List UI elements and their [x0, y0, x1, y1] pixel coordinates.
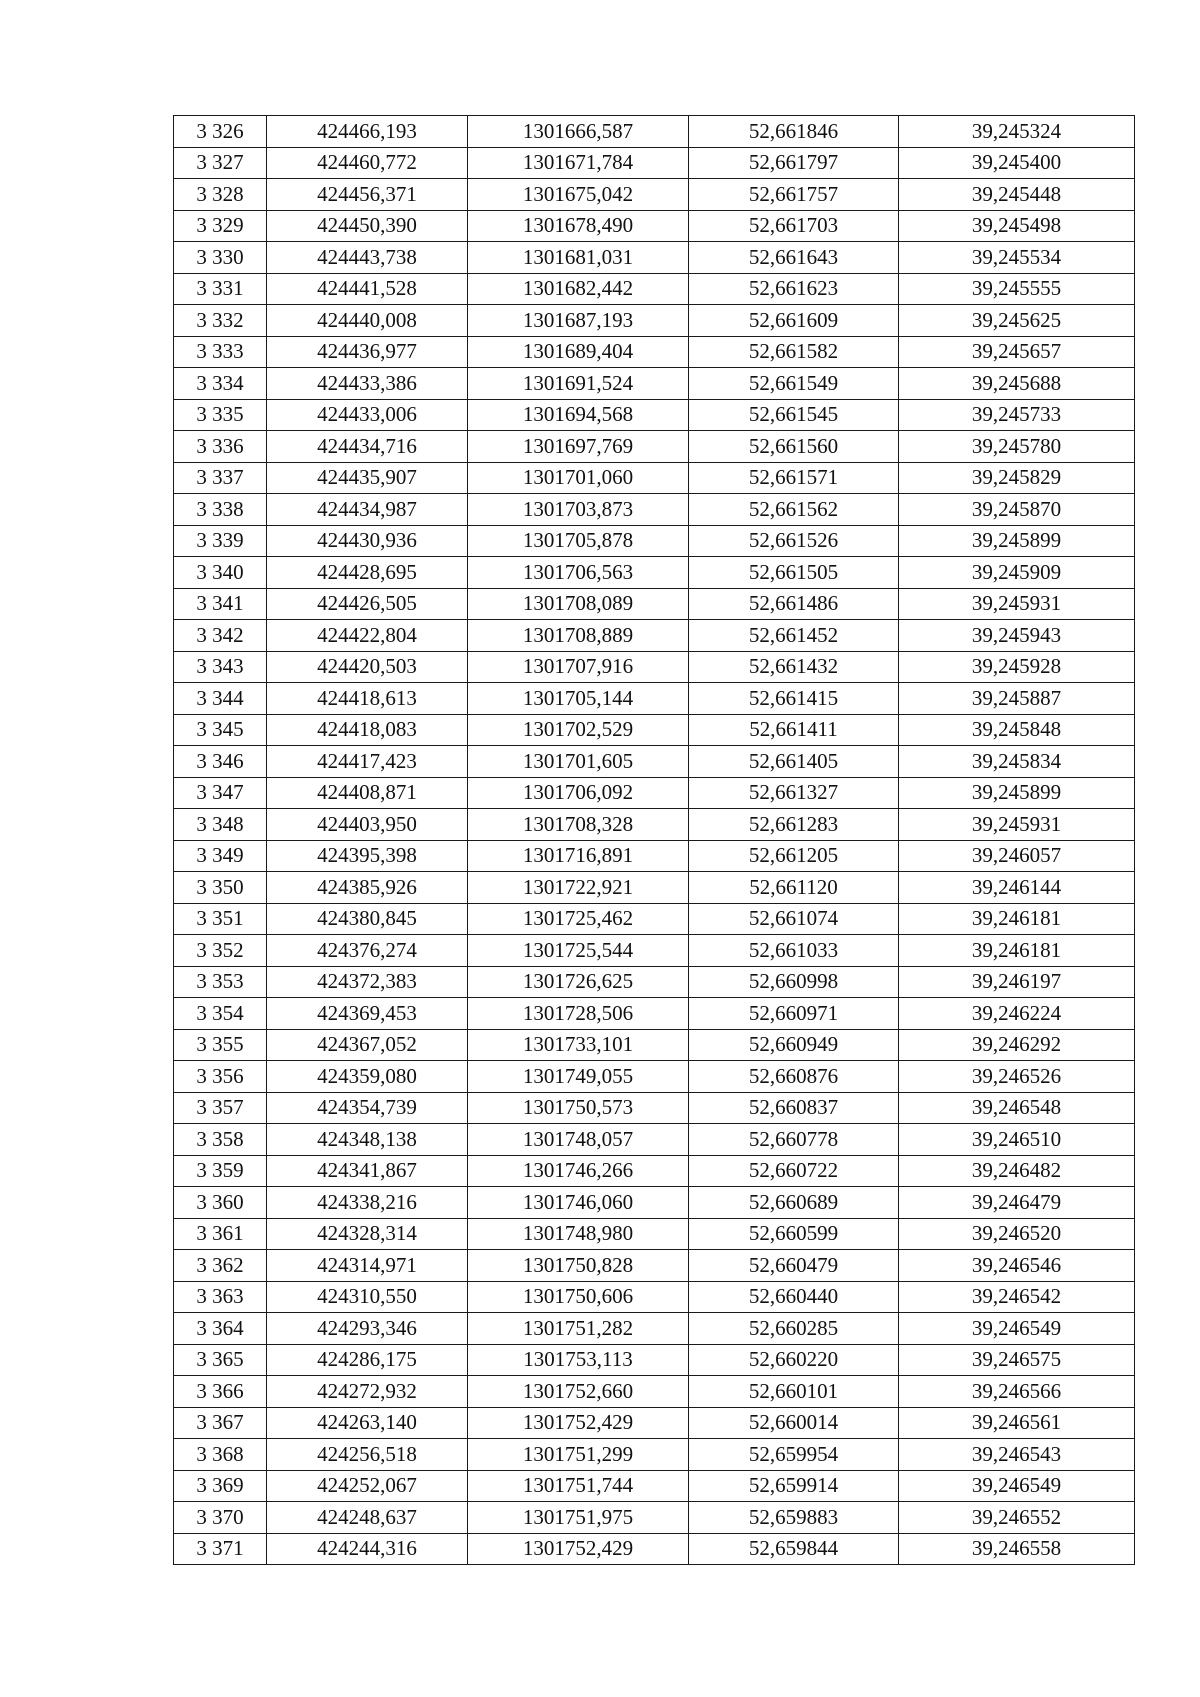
table-row	[174, 809, 1135, 841]
y-coordinate-cell: 1301733,101	[468, 1029, 689, 1061]
table-row	[174, 1533, 1135, 1565]
y-coordinate-cell: 1301705,144	[468, 683, 689, 715]
latitude-cell: 52,661560	[689, 431, 899, 463]
latitude-cell: 52,659914	[689, 1470, 899, 1502]
point-number-cell: 3 329	[174, 210, 267, 242]
x-coordinate-cell: 424263,140	[267, 1407, 468, 1439]
y-coordinate-cell: 1301682,442	[468, 273, 689, 305]
y-coordinate-cell: 1301752,660	[468, 1376, 689, 1408]
table-row	[174, 305, 1135, 337]
longitude-cell: 39,245625	[899, 305, 1135, 337]
x-coordinate-cell: 424430,936	[267, 525, 468, 557]
table-row	[174, 242, 1135, 274]
table-row	[174, 840, 1135, 872]
point-number-cell: 3 332	[174, 305, 267, 337]
y-coordinate-cell: 1301705,878	[468, 525, 689, 557]
table-row	[174, 1344, 1135, 1376]
longitude-cell: 39,246543	[899, 1439, 1135, 1471]
table-row	[174, 1092, 1135, 1124]
table-row	[174, 431, 1135, 463]
latitude-cell: 52,661545	[689, 399, 899, 431]
x-coordinate-cell: 424417,423	[267, 746, 468, 778]
table-row	[174, 1470, 1135, 1502]
x-coordinate-cell: 424376,274	[267, 935, 468, 967]
y-coordinate-cell: 1301746,266	[468, 1155, 689, 1187]
point-number-cell: 3 336	[174, 431, 267, 463]
latitude-cell: 52,660778	[689, 1124, 899, 1156]
point-number-cell: 3 328	[174, 179, 267, 211]
coordinates-table-body	[174, 116, 1135, 1565]
latitude-cell: 52,660722	[689, 1155, 899, 1187]
latitude-cell: 52,660285	[689, 1313, 899, 1345]
y-coordinate-cell: 1301750,573	[468, 1092, 689, 1124]
x-coordinate-cell: 424338,216	[267, 1187, 468, 1219]
latitude-cell: 52,660220	[689, 1344, 899, 1376]
x-coordinate-cell: 424348,138	[267, 1124, 468, 1156]
point-number-cell: 3 345	[174, 714, 267, 746]
longitude-cell: 39,246224	[899, 998, 1135, 1030]
point-number-cell: 3 361	[174, 1218, 267, 1250]
point-number-cell: 3 334	[174, 368, 267, 400]
y-coordinate-cell: 1301687,193	[468, 305, 689, 337]
point-number-cell: 3 350	[174, 872, 267, 904]
table-row	[174, 1061, 1135, 1093]
point-number-cell: 3 356	[174, 1061, 267, 1093]
table-row	[174, 588, 1135, 620]
x-coordinate-cell: 424466,193	[267, 116, 468, 148]
latitude-cell: 52,661797	[689, 147, 899, 179]
table-row	[174, 273, 1135, 305]
longitude-cell: 39,245870	[899, 494, 1135, 526]
table-row	[174, 746, 1135, 778]
x-coordinate-cell: 424420,503	[267, 651, 468, 683]
x-coordinate-cell: 424434,987	[267, 494, 468, 526]
x-coordinate-cell: 424372,383	[267, 966, 468, 998]
y-coordinate-cell: 1301725,462	[468, 903, 689, 935]
latitude-cell: 52,660440	[689, 1281, 899, 1313]
point-number-cell: 3 326	[174, 116, 267, 148]
latitude-cell: 52,661411	[689, 714, 899, 746]
table-row	[174, 1439, 1135, 1471]
table-row	[174, 1407, 1135, 1439]
latitude-cell: 52,661074	[689, 903, 899, 935]
latitude-cell: 52,661033	[689, 935, 899, 967]
x-coordinate-cell: 424293,346	[267, 1313, 468, 1345]
x-coordinate-cell: 424395,398	[267, 840, 468, 872]
x-coordinate-cell: 424434,716	[267, 431, 468, 463]
latitude-cell: 52,661846	[689, 116, 899, 148]
table-row	[174, 1124, 1135, 1156]
table-row	[174, 494, 1135, 526]
table-row	[174, 179, 1135, 211]
y-coordinate-cell: 1301750,606	[468, 1281, 689, 1313]
longitude-cell: 39,246292	[899, 1029, 1135, 1061]
latitude-cell: 52,659954	[689, 1439, 899, 1471]
table-row	[174, 1281, 1135, 1313]
longitude-cell: 39,246197	[899, 966, 1135, 998]
x-coordinate-cell: 424403,950	[267, 809, 468, 841]
latitude-cell: 52,661283	[689, 809, 899, 841]
table-row	[174, 336, 1135, 368]
x-coordinate-cell: 424433,006	[267, 399, 468, 431]
y-coordinate-cell: 1301681,031	[468, 242, 689, 274]
table-row	[174, 210, 1135, 242]
table-row	[174, 462, 1135, 494]
x-coordinate-cell: 424443,738	[267, 242, 468, 274]
table-row	[174, 147, 1135, 179]
y-coordinate-cell: 1301702,529	[468, 714, 689, 746]
point-number-cell: 3 370	[174, 1502, 267, 1534]
point-number-cell: 3 371	[174, 1533, 267, 1565]
point-number-cell: 3 363	[174, 1281, 267, 1313]
latitude-cell: 52,660971	[689, 998, 899, 1030]
point-number-cell: 3 340	[174, 557, 267, 589]
x-coordinate-cell: 424380,845	[267, 903, 468, 935]
point-number-cell: 3 355	[174, 1029, 267, 1061]
x-coordinate-cell: 424433,386	[267, 368, 468, 400]
x-coordinate-cell: 424354,739	[267, 1092, 468, 1124]
x-coordinate-cell: 424418,083	[267, 714, 468, 746]
longitude-cell: 39,246181	[899, 903, 1135, 935]
latitude-cell: 52,661526	[689, 525, 899, 557]
latitude-cell: 52,661452	[689, 620, 899, 652]
x-coordinate-cell: 424244,316	[267, 1533, 468, 1565]
y-coordinate-cell: 1301726,625	[468, 966, 689, 998]
point-number-cell: 3 335	[174, 399, 267, 431]
longitude-cell: 39,245534	[899, 242, 1135, 274]
latitude-cell: 52,661562	[689, 494, 899, 526]
y-coordinate-cell: 1301749,055	[468, 1061, 689, 1093]
longitude-cell: 39,246520	[899, 1218, 1135, 1250]
table-row	[174, 651, 1135, 683]
x-coordinate-cell: 424359,080	[267, 1061, 468, 1093]
longitude-cell: 39,246057	[899, 840, 1135, 872]
point-number-cell: 3 367	[174, 1407, 267, 1439]
longitude-cell: 39,246482	[899, 1155, 1135, 1187]
point-number-cell: 3 343	[174, 651, 267, 683]
x-coordinate-cell: 424428,695	[267, 557, 468, 589]
y-coordinate-cell: 1301707,916	[468, 651, 689, 683]
table-row	[174, 903, 1135, 935]
x-coordinate-cell: 424418,613	[267, 683, 468, 715]
longitude-cell: 39,245657	[899, 336, 1135, 368]
longitude-cell: 39,245909	[899, 557, 1135, 589]
latitude-cell: 52,661205	[689, 840, 899, 872]
longitude-cell: 39,246575	[899, 1344, 1135, 1376]
longitude-cell: 39,246144	[899, 872, 1135, 904]
y-coordinate-cell: 1301752,429	[468, 1407, 689, 1439]
y-coordinate-cell: 1301703,873	[468, 494, 689, 526]
latitude-cell: 52,661757	[689, 179, 899, 211]
y-coordinate-cell: 1301708,328	[468, 809, 689, 841]
longitude-cell: 39,245498	[899, 210, 1135, 242]
x-coordinate-cell: 424310,550	[267, 1281, 468, 1313]
latitude-cell: 52,661549	[689, 368, 899, 400]
longitude-cell: 39,245400	[899, 147, 1135, 179]
x-coordinate-cell: 424248,637	[267, 1502, 468, 1534]
y-coordinate-cell: 1301689,404	[468, 336, 689, 368]
longitude-cell: 39,245887	[899, 683, 1135, 715]
y-coordinate-cell: 1301694,568	[468, 399, 689, 431]
longitude-cell: 39,246510	[899, 1124, 1135, 1156]
latitude-cell: 52,660949	[689, 1029, 899, 1061]
latitude-cell: 52,660101	[689, 1376, 899, 1408]
y-coordinate-cell: 1301748,057	[468, 1124, 689, 1156]
longitude-cell: 39,246526	[899, 1061, 1135, 1093]
point-number-cell: 3 346	[174, 746, 267, 778]
longitude-cell: 39,245899	[899, 525, 1135, 557]
table-row	[174, 1376, 1135, 1408]
point-number-cell: 3 342	[174, 620, 267, 652]
x-coordinate-cell: 424441,528	[267, 273, 468, 305]
point-number-cell: 3 327	[174, 147, 267, 179]
x-coordinate-cell: 424435,907	[267, 462, 468, 494]
point-number-cell: 3 351	[174, 903, 267, 935]
latitude-cell: 52,660599	[689, 1218, 899, 1250]
y-coordinate-cell: 1301748,980	[468, 1218, 689, 1250]
longitude-cell: 39,245931	[899, 588, 1135, 620]
point-number-cell: 3 353	[174, 966, 267, 998]
table-row	[174, 714, 1135, 746]
table-row	[174, 368, 1135, 400]
table-row	[174, 1250, 1135, 1282]
latitude-cell: 52,660998	[689, 966, 899, 998]
x-coordinate-cell: 424436,977	[267, 336, 468, 368]
x-coordinate-cell: 424456,371	[267, 179, 468, 211]
table-row	[174, 683, 1135, 715]
point-number-cell: 3 344	[174, 683, 267, 715]
x-coordinate-cell: 424440,008	[267, 305, 468, 337]
y-coordinate-cell: 1301708,089	[468, 588, 689, 620]
latitude-cell: 52,659844	[689, 1533, 899, 1565]
point-number-cell: 3 333	[174, 336, 267, 368]
y-coordinate-cell: 1301752,429	[468, 1533, 689, 1565]
point-number-cell: 3 360	[174, 1187, 267, 1219]
longitude-cell: 39,245324	[899, 116, 1135, 148]
y-coordinate-cell: 1301716,891	[468, 840, 689, 872]
point-number-cell: 3 337	[174, 462, 267, 494]
table-row	[174, 525, 1135, 557]
longitude-cell: 39,246566	[899, 1376, 1135, 1408]
longitude-cell: 39,245688	[899, 368, 1135, 400]
longitude-cell: 39,246542	[899, 1281, 1135, 1313]
x-coordinate-cell: 424426,505	[267, 588, 468, 620]
y-coordinate-cell: 1301701,060	[468, 462, 689, 494]
point-number-cell: 3 349	[174, 840, 267, 872]
point-number-cell: 3 338	[174, 494, 267, 526]
x-coordinate-cell: 424341,867	[267, 1155, 468, 1187]
latitude-cell: 52,661415	[689, 683, 899, 715]
point-number-cell: 3 347	[174, 777, 267, 809]
x-coordinate-cell: 424256,518	[267, 1439, 468, 1471]
longitude-cell: 39,246546	[899, 1250, 1135, 1282]
point-number-cell: 3 359	[174, 1155, 267, 1187]
latitude-cell: 52,660876	[689, 1061, 899, 1093]
latitude-cell: 52,661609	[689, 305, 899, 337]
x-coordinate-cell: 424422,804	[267, 620, 468, 652]
y-coordinate-cell: 1301753,113	[468, 1344, 689, 1376]
y-coordinate-cell: 1301750,828	[468, 1250, 689, 1282]
longitude-cell: 39,246552	[899, 1502, 1135, 1534]
latitude-cell: 52,661405	[689, 746, 899, 778]
y-coordinate-cell: 1301706,563	[468, 557, 689, 589]
longitude-cell: 39,245931	[899, 809, 1135, 841]
x-coordinate-cell: 424385,926	[267, 872, 468, 904]
y-coordinate-cell: 1301722,921	[468, 872, 689, 904]
longitude-cell: 39,246479	[899, 1187, 1135, 1219]
longitude-cell: 39,245928	[899, 651, 1135, 683]
point-number-cell: 3 352	[174, 935, 267, 967]
latitude-cell: 52,661643	[689, 242, 899, 274]
longitude-cell: 39,246181	[899, 935, 1135, 967]
latitude-cell: 52,661505	[689, 557, 899, 589]
latitude-cell: 52,661486	[689, 588, 899, 620]
longitude-cell: 39,246548	[899, 1092, 1135, 1124]
x-coordinate-cell: 424252,067	[267, 1470, 468, 1502]
longitude-cell: 39,245448	[899, 179, 1135, 211]
latitude-cell: 52,661703	[689, 210, 899, 242]
table-row	[174, 777, 1135, 809]
longitude-cell: 39,246549	[899, 1470, 1135, 1502]
latitude-cell: 52,660014	[689, 1407, 899, 1439]
x-coordinate-cell: 424328,314	[267, 1218, 468, 1250]
x-coordinate-cell: 424460,772	[267, 147, 468, 179]
table-row	[174, 620, 1135, 652]
point-number-cell: 3 357	[174, 1092, 267, 1124]
point-number-cell: 3 331	[174, 273, 267, 305]
y-coordinate-cell: 1301706,092	[468, 777, 689, 809]
point-number-cell: 3 330	[174, 242, 267, 274]
y-coordinate-cell: 1301691,524	[468, 368, 689, 400]
x-coordinate-cell: 424272,932	[267, 1376, 468, 1408]
point-number-cell: 3 362	[174, 1250, 267, 1282]
table-row	[174, 998, 1135, 1030]
longitude-cell: 39,245733	[899, 399, 1135, 431]
x-coordinate-cell: 424314,971	[267, 1250, 468, 1282]
longitude-cell: 39,245555	[899, 273, 1135, 305]
latitude-cell: 52,660479	[689, 1250, 899, 1282]
y-coordinate-cell: 1301728,506	[468, 998, 689, 1030]
longitude-cell: 39,246549	[899, 1313, 1135, 1345]
table-row	[174, 1502, 1135, 1534]
longitude-cell: 39,246561	[899, 1407, 1135, 1439]
longitude-cell: 39,245780	[899, 431, 1135, 463]
table-row	[174, 1313, 1135, 1345]
point-number-cell: 3 341	[174, 588, 267, 620]
table-row	[174, 116, 1135, 148]
y-coordinate-cell: 1301671,784	[468, 147, 689, 179]
latitude-cell: 52,661571	[689, 462, 899, 494]
y-coordinate-cell: 1301701,605	[468, 746, 689, 778]
latitude-cell: 52,661120	[689, 872, 899, 904]
point-number-cell: 3 366	[174, 1376, 267, 1408]
y-coordinate-cell: 1301751,299	[468, 1439, 689, 1471]
table-row	[174, 1029, 1135, 1061]
y-coordinate-cell: 1301708,889	[468, 620, 689, 652]
x-coordinate-cell: 424367,052	[267, 1029, 468, 1061]
point-number-cell: 3 348	[174, 809, 267, 841]
table-row	[174, 1218, 1135, 1250]
x-coordinate-cell: 424286,175	[267, 1344, 468, 1376]
y-coordinate-cell: 1301751,975	[468, 1502, 689, 1534]
y-coordinate-cell: 1301678,490	[468, 210, 689, 242]
y-coordinate-cell: 1301675,042	[468, 179, 689, 211]
point-number-cell: 3 339	[174, 525, 267, 557]
longitude-cell: 39,245834	[899, 746, 1135, 778]
y-coordinate-cell: 1301746,060	[468, 1187, 689, 1219]
coordinates-table	[173, 115, 1135, 1565]
longitude-cell: 39,246558	[899, 1533, 1135, 1565]
longitude-cell: 39,245943	[899, 620, 1135, 652]
point-number-cell: 3 354	[174, 998, 267, 1030]
y-coordinate-cell: 1301666,587	[468, 116, 689, 148]
latitude-cell: 52,659883	[689, 1502, 899, 1534]
table-row	[174, 872, 1135, 904]
table-row	[174, 1187, 1135, 1219]
point-number-cell: 3 365	[174, 1344, 267, 1376]
latitude-cell: 52,661582	[689, 336, 899, 368]
table-row	[174, 966, 1135, 998]
latitude-cell: 52,661432	[689, 651, 899, 683]
x-coordinate-cell: 424369,453	[267, 998, 468, 1030]
y-coordinate-cell: 1301725,544	[468, 935, 689, 967]
y-coordinate-cell: 1301697,769	[468, 431, 689, 463]
table-row	[174, 1155, 1135, 1187]
longitude-cell: 39,245829	[899, 462, 1135, 494]
point-number-cell: 3 358	[174, 1124, 267, 1156]
latitude-cell: 52,660689	[689, 1187, 899, 1219]
y-coordinate-cell: 1301751,744	[468, 1470, 689, 1502]
point-number-cell: 3 364	[174, 1313, 267, 1345]
latitude-cell: 52,661327	[689, 777, 899, 809]
y-coordinate-cell: 1301751,282	[468, 1313, 689, 1345]
point-number-cell: 3 368	[174, 1439, 267, 1471]
table-row	[174, 399, 1135, 431]
table-row	[174, 935, 1135, 967]
x-coordinate-cell: 424408,871	[267, 777, 468, 809]
table-row	[174, 557, 1135, 589]
latitude-cell: 52,660837	[689, 1092, 899, 1124]
point-number-cell: 3 369	[174, 1470, 267, 1502]
longitude-cell: 39,245848	[899, 714, 1135, 746]
latitude-cell: 52,661623	[689, 273, 899, 305]
longitude-cell: 39,245899	[899, 777, 1135, 809]
x-coordinate-cell: 424450,390	[267, 210, 468, 242]
